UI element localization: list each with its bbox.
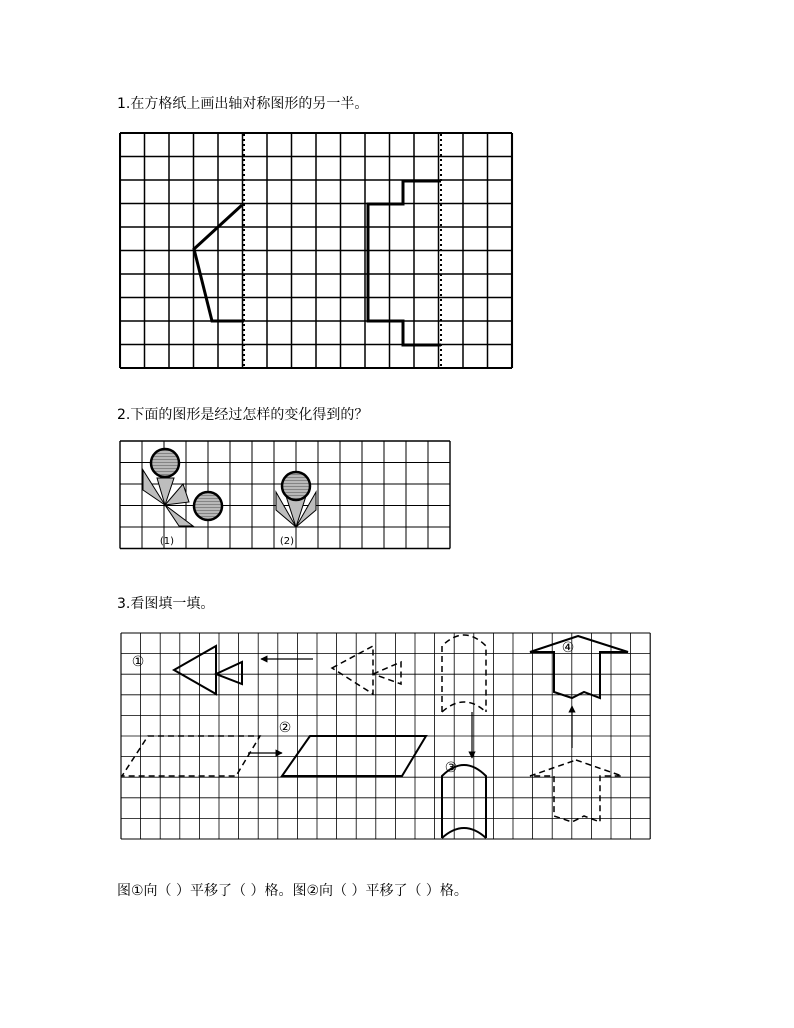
shape-2-parallelogram bbox=[282, 736, 426, 776]
shape-1-small-triangle bbox=[216, 662, 242, 684]
figure-3-grid bbox=[120, 632, 654, 844]
circle-1-rotated bbox=[194, 492, 222, 520]
shape-3-dashed-arch-bottom bbox=[442, 702, 486, 712]
question-3-text: 3.看图填一填。 bbox=[117, 596, 215, 612]
question-1-text: 1.在方格纸上画出轴对称图形的另一半。 bbox=[117, 96, 369, 112]
label-circled-4: ④ bbox=[561, 640, 575, 656]
shape-3-dashed-arch bbox=[442, 635, 486, 712]
shape-4-dashed-house bbox=[530, 760, 622, 822]
question-2-text: 2.下面的图形是经过怎样的变化得到的？ bbox=[117, 407, 369, 423]
shape-4-house bbox=[530, 636, 628, 698]
shape-3-arch-bottom bbox=[442, 828, 486, 838]
shape-half-left bbox=[194, 205, 244, 321]
petal-fan-1d bbox=[165, 505, 193, 526]
figure-2-label-2: (2) bbox=[279, 536, 295, 547]
figure-2-label-1: (1) bbox=[159, 536, 175, 547]
label-circled-2: ② bbox=[278, 720, 292, 736]
circle-1-top bbox=[151, 449, 179, 477]
answer-line: 图①向（ ）平移了（ ）格。图②向（ ）平移了（ ）格。 bbox=[117, 883, 468, 899]
label-circled-3: ③ bbox=[444, 760, 458, 776]
shape-2-dashed-parallelogram bbox=[122, 736, 260, 776]
shape-1-dashed-small bbox=[373, 662, 401, 684]
circle-2 bbox=[282, 472, 310, 500]
figure-2-grid bbox=[119, 440, 453, 552]
figure-1-grid bbox=[119, 132, 519, 372]
label-circled-1: ① bbox=[131, 654, 145, 670]
